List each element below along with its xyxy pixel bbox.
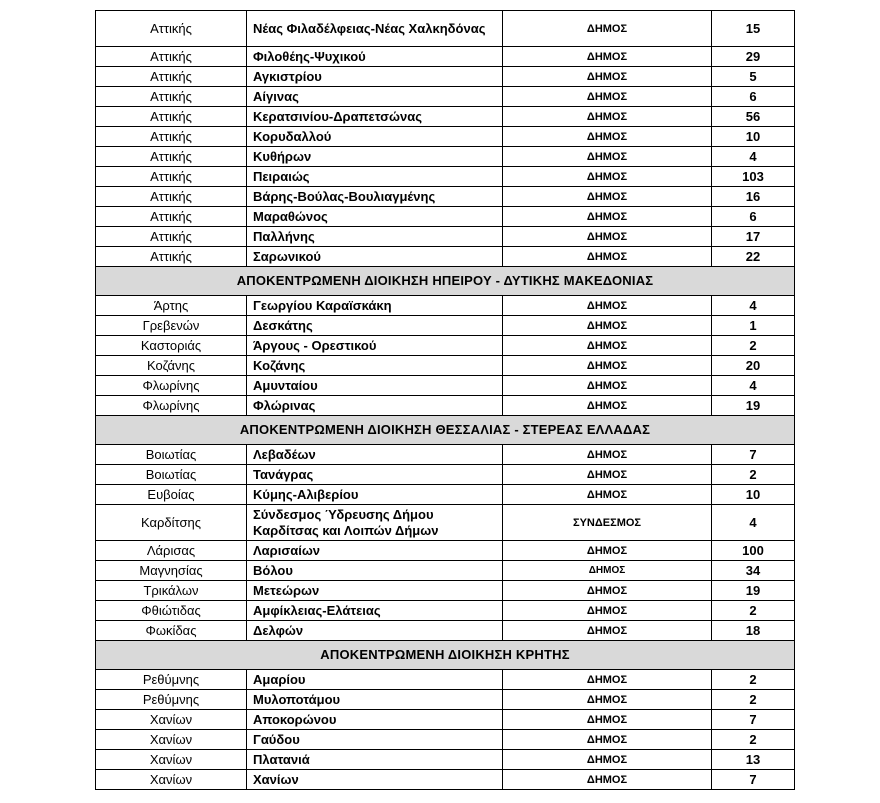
region-cell: Βοιωτίας	[96, 465, 247, 485]
count-cell: 19	[712, 581, 795, 601]
entity-type-cell: ΔΗΜΟΣ	[503, 750, 712, 770]
region-cell: Χανίων	[96, 730, 247, 750]
region-cell: Λάρισας	[96, 541, 247, 561]
table-row	[96, 541, 795, 561]
count-cell: 2	[712, 690, 795, 710]
municipalities-table	[95, 10, 795, 790]
region-cell: Αττικής	[96, 87, 247, 107]
municipality-name-cell: Αμφίκλειας-Ελάτειας	[247, 601, 503, 621]
municipality-name-cell: Λεβαδέων	[247, 445, 503, 465]
count-cell: 18	[712, 621, 795, 641]
table-row	[96, 11, 795, 47]
count-cell: 2	[712, 601, 795, 621]
entity-type-cell: ΔΗΜΟΣ	[503, 147, 712, 167]
section-header-row	[96, 267, 795, 296]
table-row	[96, 770, 795, 790]
table-row	[96, 227, 795, 247]
entity-type-cell: ΔΗΜΟΣ	[503, 87, 712, 107]
count-cell: 4	[712, 376, 795, 396]
region-cell: Καρδίτσης	[96, 505, 247, 541]
count-cell: 2	[712, 730, 795, 750]
section-header-row	[96, 416, 795, 445]
municipality-name-cell: Κυθήρων	[247, 147, 503, 167]
count-cell: 22	[712, 247, 795, 267]
region-cell: Φλωρίνης	[96, 376, 247, 396]
region-cell: Φθιώτιδας	[96, 601, 247, 621]
table-row	[96, 710, 795, 730]
region-cell: Φωκίδας	[96, 621, 247, 641]
region-cell: Χανίων	[96, 770, 247, 790]
region-cell: Βοιωτίας	[96, 445, 247, 465]
municipality-name-cell: Δεσκάτης	[247, 316, 503, 336]
region-cell: Ρεθύμνης	[96, 690, 247, 710]
entity-type-cell: ΔΗΜΟΣ	[503, 541, 712, 561]
municipality-name-cell: Φλώρινας	[247, 396, 503, 416]
entity-type-cell: ΔΗΜΟΣ	[503, 445, 712, 465]
municipality-name-cell: Κύμης-Αλιβερίου	[247, 485, 503, 505]
region-cell: Κοζάνης	[96, 356, 247, 376]
region-cell: Αττικής	[96, 167, 247, 187]
table-row	[96, 47, 795, 67]
entity-type-cell: ΔΗΜΟΣ	[503, 11, 712, 47]
region-cell: Ρεθύμνης	[96, 670, 247, 690]
municipality-name-cell: Κερατσινίου-Δραπετσώνας	[247, 107, 503, 127]
count-cell: 56	[712, 107, 795, 127]
count-cell: 1	[712, 316, 795, 336]
region-cell: Αττικής	[96, 107, 247, 127]
region-cell: Αττικής	[96, 207, 247, 227]
table-row	[96, 336, 795, 356]
table-row	[96, 87, 795, 107]
section-title: ΑΠΟΚΕΝΤΡΩΜΕΝΗ ΔΙΟΙΚΗΣΗ ΗΠΕΙΡΟΥ - ΔΥΤΙΚΗΣ ΜΑΚΕΔΟΝΙΑΣ	[96, 267, 795, 296]
table-row	[96, 561, 795, 581]
count-cell: 16	[712, 187, 795, 207]
table-row	[96, 581, 795, 601]
entity-type-cell: ΔΗΜΟΣ	[503, 621, 712, 641]
entity-type-cell: ΔΗΜΟΣ	[503, 465, 712, 485]
count-cell: 7	[712, 445, 795, 465]
municipality-name-cell: Βόλου	[247, 561, 503, 581]
table-row	[96, 485, 795, 505]
table-row	[96, 356, 795, 376]
table-row	[96, 670, 795, 690]
table-row	[96, 465, 795, 485]
count-cell: 100	[712, 541, 795, 561]
municipality-name-cell: Μετεώρων	[247, 581, 503, 601]
region-cell: Καστοριάς	[96, 336, 247, 356]
entity-type-cell: ΔΗΜΟΣ	[503, 485, 712, 505]
count-cell: 7	[712, 710, 795, 730]
region-cell: Αττικής	[96, 187, 247, 207]
region-cell: Αττικής	[96, 247, 247, 267]
municipality-name-cell: Δελφών	[247, 621, 503, 641]
entity-type-cell: ΔΗΜΟΣ	[503, 356, 712, 376]
region-cell: Μαγνησίας	[96, 561, 247, 581]
count-cell: 2	[712, 465, 795, 485]
table-row	[96, 247, 795, 267]
municipality-name-cell: Άργους - Ορεστικού	[247, 336, 503, 356]
table-row	[96, 505, 795, 541]
table-row	[96, 127, 795, 147]
entity-type-cell: ΔΗΜΟΣ	[503, 227, 712, 247]
municipality-name-cell: Γαύδου	[247, 730, 503, 750]
section-title: ΑΠΟΚΕΝΤΡΩΜΕΝΗ ΔΙΟΙΚΗΣΗ ΚΡΗΤΗΣ	[96, 641, 795, 670]
municipality-name-cell: Παλλήνης	[247, 227, 503, 247]
entity-type-cell: ΔΗΜΟΣ	[503, 296, 712, 316]
entity-type-cell: ΔΗΜΟΣ	[503, 730, 712, 750]
municipality-name-cell: Βάρης-Βούλας-Βουλιαγμένης	[247, 187, 503, 207]
municipality-name-cell: Γεωργίου Καραϊσκάκη	[247, 296, 503, 316]
count-cell: 6	[712, 207, 795, 227]
count-cell: 2	[712, 336, 795, 356]
region-cell: Χανίων	[96, 710, 247, 730]
table-row	[96, 445, 795, 465]
entity-type-cell: ΔΗΜΟΣ	[503, 770, 712, 790]
count-cell: 4	[712, 147, 795, 167]
municipality-name-cell: Αγκιστρίου	[247, 67, 503, 87]
municipality-name-cell: Σαρωνικού	[247, 247, 503, 267]
municipality-name-cell: Πειραιώς	[247, 167, 503, 187]
count-cell: 4	[712, 505, 795, 541]
entity-type-cell: ΔΗΜΟΣ	[503, 47, 712, 67]
region-cell: Άρτης	[96, 296, 247, 316]
count-cell: 34	[712, 561, 795, 581]
region-cell: Χανίων	[96, 750, 247, 770]
region-cell: Αττικής	[96, 11, 247, 47]
region-cell: Αττικής	[96, 147, 247, 167]
entity-type-cell: ΔΗΜΟΣ	[503, 601, 712, 621]
count-cell: 29	[712, 47, 795, 67]
entity-type-cell: ΔΗΜΟΣ	[503, 187, 712, 207]
municipality-name-cell: Πλατανιά	[247, 750, 503, 770]
table-row	[96, 621, 795, 641]
entity-type-cell: ΔΗΜΟΣ	[503, 107, 712, 127]
municipality-name-cell: Αίγινας	[247, 87, 503, 107]
entity-type-cell: ΔΗΜΟΣ	[503, 67, 712, 87]
entity-type-cell: ΔΗΜΟΣ	[503, 336, 712, 356]
table-row	[96, 376, 795, 396]
count-cell: 2	[712, 670, 795, 690]
region-cell: Γρεβενών	[96, 316, 247, 336]
entity-type-cell: ΔΗΜΟΣ	[503, 396, 712, 416]
table-row	[96, 207, 795, 227]
table-row	[96, 67, 795, 87]
entity-type-cell: ΔΗΜΟΣ	[503, 581, 712, 601]
entity-type-cell: ΔΗΜΟΣ	[503, 376, 712, 396]
count-cell: 10	[712, 485, 795, 505]
document-page	[95, 10, 795, 790]
municipality-name-cell: Κοζάνης	[247, 356, 503, 376]
entity-type-cell: ΔΗΜΟΣ	[503, 316, 712, 336]
table-row	[96, 316, 795, 336]
region-cell: Φλωρίνης	[96, 396, 247, 416]
section-header-row	[96, 641, 795, 670]
municipality-name-cell: Μαραθώνος	[247, 207, 503, 227]
table-row	[96, 147, 795, 167]
municipality-name-cell: Φιλοθέης-Ψυχικού	[247, 47, 503, 67]
entity-type-cell: ΔΗΜΟΣ	[503, 247, 712, 267]
table-row	[96, 187, 795, 207]
table-row	[96, 396, 795, 416]
count-cell: 20	[712, 356, 795, 376]
entity-type-cell: ΔΗΜΟΣ	[503, 207, 712, 227]
table-row	[96, 167, 795, 187]
table-row	[96, 601, 795, 621]
count-cell: 10	[712, 127, 795, 147]
municipality-name-cell: Λαρισαίων	[247, 541, 503, 561]
entity-type-cell: ΔΗΜΟΣ	[503, 710, 712, 730]
municipality-name-cell: Μυλοποτάμου	[247, 690, 503, 710]
entity-type-cell: ΔΗΜΟΣ	[503, 690, 712, 710]
entity-type-cell: ΣΥΝΔΕΣΜΟΣ	[503, 505, 712, 541]
municipality-name-cell: Νέας Φιλαδέλφειας-Νέας Χαλκηδόνας	[247, 11, 503, 47]
municipality-name-cell: Αμυνταίου	[247, 376, 503, 396]
count-cell: 6	[712, 87, 795, 107]
count-cell: 5	[712, 67, 795, 87]
count-cell: 4	[712, 296, 795, 316]
entity-type-cell: ΔΗΜΟΣ	[503, 670, 712, 690]
table-row	[96, 750, 795, 770]
municipality-name-cell: Κορυδαλλού	[247, 127, 503, 147]
section-title: ΑΠΟΚΕΝΤΡΩΜΕΝΗ ΔΙΟΙΚΗΣΗ ΘΕΣΣΑΛΙΑΣ - ΣΤΕΡΕΑΣ ΕΛΛΑΔΑΣ	[96, 416, 795, 445]
table-row	[96, 690, 795, 710]
count-cell: 7	[712, 770, 795, 790]
table-row	[96, 730, 795, 750]
region-cell: Αττικής	[96, 67, 247, 87]
count-cell: 19	[712, 396, 795, 416]
table-body	[96, 11, 795, 790]
region-cell: Αττικής	[96, 227, 247, 247]
table-row	[96, 296, 795, 316]
table-row	[96, 107, 795, 127]
municipality-name-cell: Χανίων	[247, 770, 503, 790]
count-cell: 103	[712, 167, 795, 187]
entity-type-cell: ΔΗΜΟΣ	[503, 127, 712, 147]
region-cell: Αττικής	[96, 47, 247, 67]
region-cell: Ευβοίας	[96, 485, 247, 505]
region-cell: Αττικής	[96, 127, 247, 147]
region-cell: Τρικάλων	[96, 581, 247, 601]
entity-type-cell: ΔΗΜΟΣ	[503, 167, 712, 187]
count-cell: 15	[712, 11, 795, 47]
municipality-name-cell: Τανάγρας	[247, 465, 503, 485]
entity-type-cell: ΔΗΜΟΣ	[503, 561, 712, 581]
municipality-name-cell: Αμαρίου	[247, 670, 503, 690]
municipality-name-cell: Σύνδεσμος Ύδρευσης Δήμου Καρδίτσας και Λοιπών Δήμων	[247, 505, 503, 541]
count-cell: 17	[712, 227, 795, 247]
municipality-name-cell: Αποκορώνου	[247, 710, 503, 730]
count-cell: 13	[712, 750, 795, 770]
